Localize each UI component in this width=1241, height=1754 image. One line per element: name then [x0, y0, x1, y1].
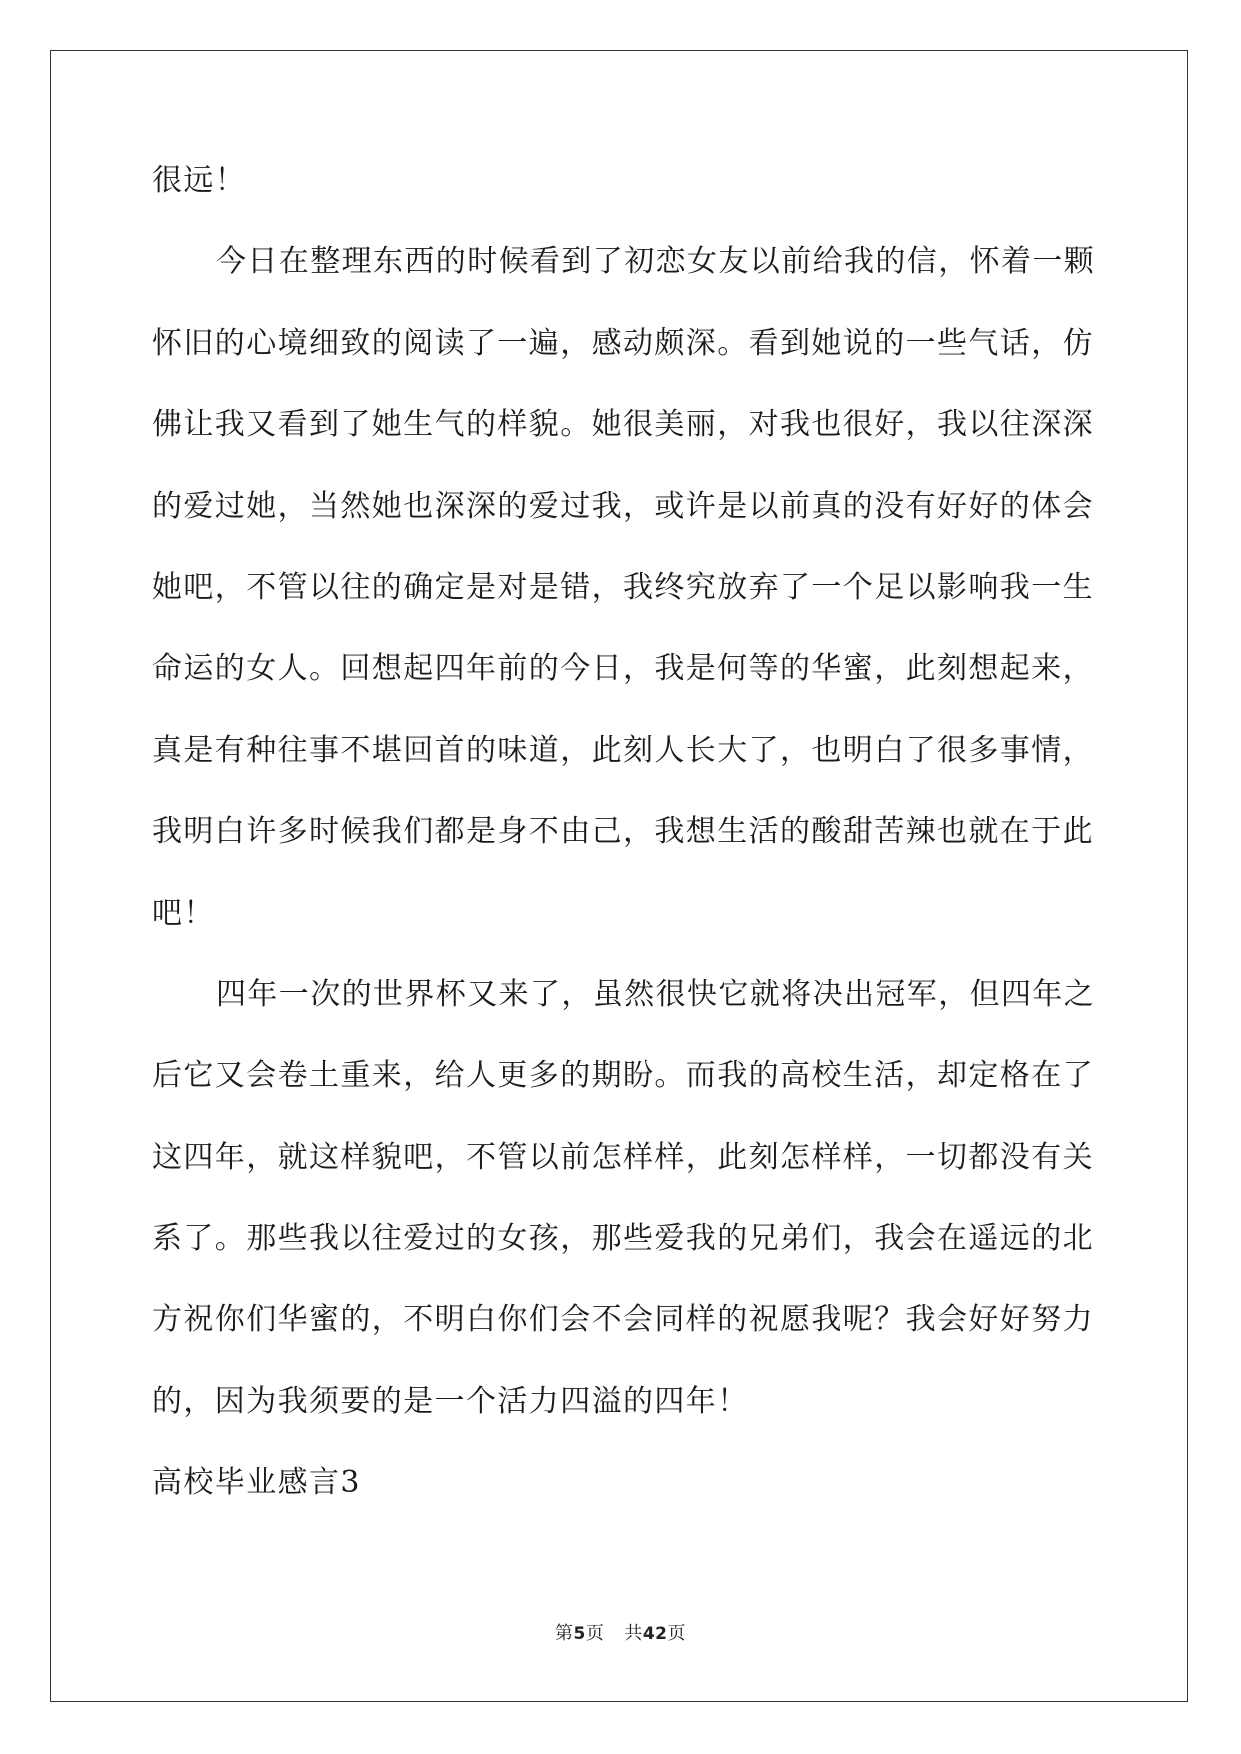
text-line: 怀旧的心境细致的阅读了一遍，感动颇深。看到她说的一些气话，仿	[152, 325, 1094, 361]
page-footer	[0, 1619, 1241, 1645]
document-body	[152, 160, 1096, 1544]
total-pages: 42	[642, 1624, 668, 1644]
paragraph-start-line: 四年一次的世界杯又来了，虽然很快它就将决出冠军，但四年之	[216, 976, 1096, 1012]
total-label-suffix: 页	[667, 1623, 686, 1644]
section-heading: 高校毕业感言3	[152, 1465, 361, 1501]
text-line: 佛让我又看到了她生气的样貌。她很美丽，对我也很好，我以往深深	[152, 407, 1094, 443]
text-line: 的爱过她，当然她也深深的爱过我，或许是以前真的没有好好的体会	[152, 488, 1094, 524]
text-line: 很远！	[152, 163, 247, 198]
page-number: 5	[573, 1624, 586, 1644]
text-line: 真是有种往事不堪回首的味道，此刻人长大了，也明白了很多事情，	[152, 732, 1094, 768]
text-line: 吧！	[152, 895, 215, 931]
page-label-prefix: 第	[554, 1623, 574, 1644]
text-line: 她吧，不管以往的确定是对是错，我终究放弃了一个足以影响我一生	[152, 569, 1094, 605]
text-line: 的，因为我须要的是一个活力四溢的四年！	[152, 1383, 749, 1419]
paragraph-start-line: 今日在整理东西的时候看到了初恋女友以前给我的信，怀着一颗	[216, 244, 1096, 280]
text-line: 命运的女人。回想起四年前的今日，我是何等的华蜜，此刻想起来，	[152, 651, 1094, 687]
text-line: 系了。那些我以往爱过的女孩，那些爱我的兄弟们，我会在遥远的北	[152, 1221, 1094, 1257]
page-label-suffix: 页	[585, 1623, 605, 1644]
total-label-prefix: 共	[624, 1623, 643, 1644]
text-line: 方祝你们华蜜的，不明白你们会不会同样的祝愿我呢？我会好好努力	[152, 1302, 1094, 1338]
text-line: 这四年，就这样貌吧，不管以前怎样样，此刻怎样样，一切都没有关	[152, 1139, 1094, 1175]
text-line: 我明白许多时候我们都是身不由己，我想生活的酸甜苦辣也就在于此	[152, 814, 1094, 850]
text-line: 后它又会卷土重来，给人更多的期盼。而我的高校生活，却定格在了	[152, 1058, 1094, 1094]
